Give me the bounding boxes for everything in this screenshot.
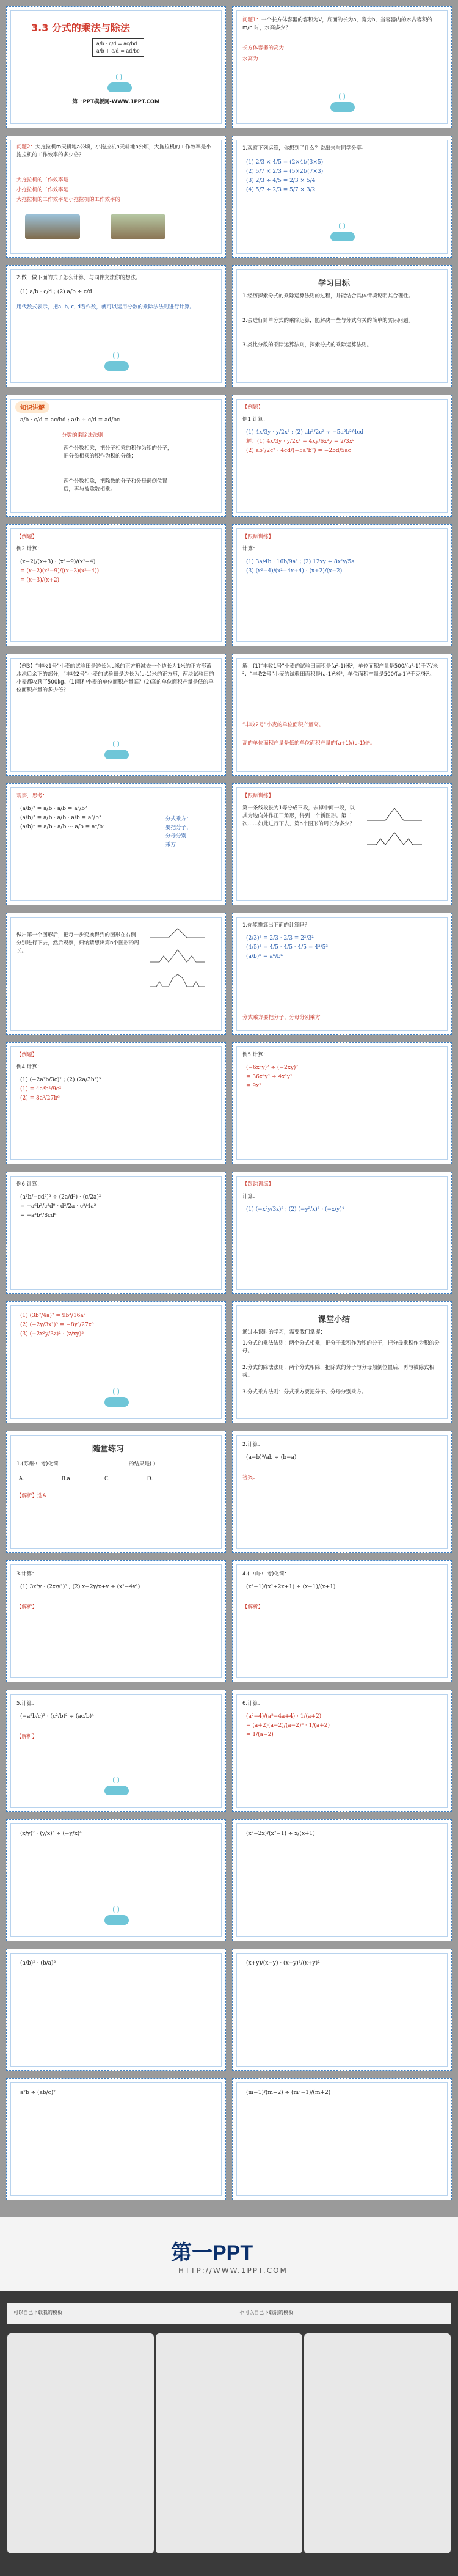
notice-bar xyxy=(7,2303,451,2324)
slide-6 xyxy=(232,265,452,387)
practice-label: 【跟踪训练】 xyxy=(242,1181,274,1188)
slide-21 xyxy=(6,1301,226,1423)
slide-15 xyxy=(6,913,226,1035)
power-rule-1: 分式乘方： xyxy=(165,816,192,822)
koch-curve-figure xyxy=(361,802,440,869)
tractor-photo-1 xyxy=(25,214,80,239)
power-examples: (2/3)² = 2/3 · 2/3 = 2²/3² (4/5)³ = 4/5 · 4/5 · 4/5 = 4³/5³ (a/b)ⁿ = aⁿ/bⁿ xyxy=(246,935,328,960)
slide-20 xyxy=(232,1172,452,1294)
rule-multiply: 两个分数相乘，把分子相乘的积作为积的分子，把分母相乘的积作为积的分母； xyxy=(62,443,176,462)
slide-1 xyxy=(6,6,226,128)
slide-23 xyxy=(6,1431,226,1553)
exercise-formula: (a−b)²/ab ÷ (b−a) xyxy=(246,1454,297,1461)
example-label: 【例题】 xyxy=(242,404,264,410)
slide-28 xyxy=(232,1690,452,1812)
slide-18 xyxy=(232,1042,452,1164)
example-label: 【例题】 xyxy=(16,534,38,540)
slide-8 xyxy=(232,395,452,517)
practice-label: 【跟踪训练】 xyxy=(242,793,274,799)
slide-2 xyxy=(232,6,452,128)
goal-1: 1.经历探索分式的乘除运算法则的过程，并能结合具体情境说明其合理性。 xyxy=(242,293,414,299)
example-text: 例6 计算： xyxy=(16,1181,43,1188)
slide-33 xyxy=(6,2078,226,2200)
efficiency-line-3: 大拖拉机的工作效率是小拖拉机的工作效率的 xyxy=(16,197,121,203)
slide-12 xyxy=(232,654,452,776)
brand-logo: 第一PPT xyxy=(171,2241,253,2264)
try-formulas: (1) a/b · c/d ; (2) a/b ÷ c/d xyxy=(20,289,92,295)
exercise-formula: (a/b)² · (b/a)³ xyxy=(20,1960,56,1966)
slide-10 xyxy=(232,524,452,646)
question-body: 大拖拉机m天耕地a公顷，小拖拉机n天耕地b公顷，大拖拉机的工作效率是小拖拉机的工作效率的多少倍？ xyxy=(16,144,211,158)
brand-banner xyxy=(0,2217,458,2291)
exercise-option-b: B.a xyxy=(62,1476,70,1482)
exercise-formula: (m−1)/(m+2) ÷ (m²−1)/(m+2) xyxy=(246,2090,331,2096)
question-text xyxy=(242,16,442,32)
exercise-option-a: A. xyxy=(19,1476,24,1482)
power-note: 分式乘方要把分子、分母分别乘方 xyxy=(242,1015,321,1021)
summary-intro: 通过本课时的学习，需要我们掌握： xyxy=(242,1329,326,1335)
whale-icon xyxy=(104,357,129,371)
slide-frame xyxy=(10,2082,222,2196)
observe-formulas: (1) 2/3 × 4/5 = (2×4)/(3×5) (2) 5/7 × 2/3 = (5×2)/(7×3) (3) 2/3 ÷ 4/5 = 2/3 × 5/4 (4) 5/7 ÷ 2/3 = 5/7 × 3/2 xyxy=(246,159,324,193)
exercise-text: 6.计算： xyxy=(242,1701,263,1707)
practice-text: 第一条线段长为1等分成三段，去掉中间一段，以其为边向外作正三角形，得到一个新图形。第二次……如此进行下去，第n个图形的周长为多少？ xyxy=(242,805,355,827)
snowflake-figure xyxy=(144,925,217,1017)
slide-17 xyxy=(6,1042,226,1164)
slide-32 xyxy=(232,1949,452,2071)
slide-9 xyxy=(6,524,226,646)
slide-24 xyxy=(232,1431,452,1553)
slide-30 xyxy=(232,1819,452,1941)
footer-area xyxy=(0,2217,458,2576)
exercise-text: 5.计算： xyxy=(16,1701,37,1707)
exercise-text: 2.计算： xyxy=(242,1442,263,1448)
example-formulas: (−6x²y)² ÷ (−2xy)² = 36x⁴y² ÷ 4x²y² = 9x² xyxy=(246,1065,298,1089)
practice-formulas: (1) 3a/4b · 16b/9a² ; (2) 12xy ÷ 8x²y/5a (3) (x²−4)/(x²+4x+4) · (x+2)/(x−2) xyxy=(246,559,355,574)
formula-box: a/b · c/d = ac/bd a/b ÷ c/d = ad/bc xyxy=(92,38,144,57)
example-text: 例1 计算： xyxy=(242,417,269,423)
question-body: 一个长方体容器的容积为V，底面的长为a，宽为b，当容器内的水占容积的 m/n 时，水高多少？ xyxy=(242,17,432,31)
exercise-blank: 的结果是( ) xyxy=(129,1461,156,1467)
power-formulas: (a/b)² = a/b · a/b = a²/b² (a/b)³ = a/b · a/b · a/b = a³/b³ (a/b)ⁿ = a/b · a/b ··· a/b = aⁿ/bⁿ xyxy=(20,806,105,830)
question-text xyxy=(16,144,216,159)
power-rule-3: 分母分别 xyxy=(165,833,187,839)
solution-text: 解：(1)“丰收1号”小麦的试验田面积是(a²-1)米²，单位面积产量是500/(a²-1)千克/米²；“丰收2号”小麦的试验田面积是(a-1)²米²，单位面积产量是500/(a-1)²千克/米²。 xyxy=(242,663,438,677)
whale-icon xyxy=(104,1911,129,1925)
goals-title: 学习目标 xyxy=(318,279,351,288)
rule-subtitle: 分数的乘除法法则 xyxy=(62,432,104,439)
slide-4 xyxy=(232,136,452,258)
exercise-formula: (x²−1)/(x²+2x+1) ÷ (x−1)/(x+1) xyxy=(246,1584,336,1590)
practice-text: 计算： xyxy=(242,1194,258,1200)
efficiency-line-1: 大拖拉机的工作效率是 xyxy=(16,177,69,183)
question-text: 1.你能推算出下面的计算吗？ xyxy=(242,922,310,929)
example-text: 例4 计算： xyxy=(16,1064,43,1070)
practice-formulas: (1) (3b²/4a)² = 9b⁴/16a² (2) (−2y/3x²)³ = −8y³/27x⁶ (3) (−2x²y/3z)² · (z/xy)³ xyxy=(20,1313,94,1337)
exercise-formula: (−a²b/c)³ · (c²/b)² ÷ (ac/b)⁴ xyxy=(20,1713,94,1720)
exercise-analysis: 【解析】 xyxy=(242,1604,264,1610)
slide-14 xyxy=(232,783,452,905)
whale-icon xyxy=(104,1782,129,1795)
notice-left: 可以自己下载我的模板 xyxy=(13,2310,62,2315)
exercise-option-d: D. xyxy=(147,1476,153,1482)
power-rule-4: 乘方 xyxy=(165,842,176,848)
section-badge: 知识讲解 xyxy=(15,401,49,413)
whale-icon xyxy=(104,1393,129,1407)
exercise-title: 随堂练习 xyxy=(92,1445,125,1454)
slide-5 xyxy=(6,265,226,387)
power-rule-2: 要把分子、 xyxy=(165,825,192,831)
notice-right: 不可以自己下载别的模板 xyxy=(239,2310,293,2315)
try-note: 用代数式表示，把a, b, c, d看作数，就可以运用分数的乘除法法则进行计算。 xyxy=(16,304,195,310)
footer-panel-3 xyxy=(304,2333,451,2553)
slide-frame xyxy=(236,1953,448,2067)
efficiency-line-2: 小拖拉机的工作效率是 xyxy=(16,187,69,193)
solution-answer-2: 高的单位面积产量是低的单位面积产量的(a+1)/(a-1)倍。 xyxy=(242,740,376,746)
exercise-formula: (x/y)² · (y/x)³ ÷ (−y/x)⁴ xyxy=(20,1831,82,1837)
slide-29 xyxy=(6,1819,226,1941)
summary-item-1: 1.分式的乘法法则：两个分式相乘，把分子乘积作为积的分子，把分母乘积作为积的分母。 xyxy=(242,1340,440,1354)
whale-icon xyxy=(104,746,129,759)
example-formulas: (1) 4x/3y · y/2x³ ; (2) ab³/2c² ÷ −5a²b²/4cd 解：(1) 4x/3y · y/2x³ = 4xy/6x³y = 2/3x² (2) ab³/2c² · 4cd/(−5a²b²) = −2bd/5ac xyxy=(246,429,364,454)
example-formulas: (a²b/−cd³)³ ÷ (2a/d³) · (c/2a)² = −a⁶b³/c³d⁹ · d³/2a · c²/4a² = −a³b³/8cd⁶ xyxy=(20,1194,101,1219)
question-label: 问题2： xyxy=(16,144,35,150)
slide-frame xyxy=(10,1564,222,1678)
example-label: 【例题】 xyxy=(16,1052,38,1058)
footer-grid xyxy=(7,2333,451,2566)
exercise-formula: (x+y)/(x−y) · (x−y)²/(x+y)² xyxy=(246,1960,320,1966)
exercise-formula: (1) 3x²y · (2x/y²)³ ; (2) x−2y/x+y ÷ (x²−4y²) xyxy=(20,1584,140,1590)
summary-item-2: 2.分式的除法法则：两个分式相除，把除式的分子与分母颠倒位置后，再与被除式相乘。 xyxy=(242,1365,435,1379)
rule-formulas: a/b · c/d = ac/bd ; a/b ÷ c/d = ad/bc xyxy=(20,417,120,423)
practice-formulas: (1) (−x²y/3z)² ; (2) (−y²/x)³ · (−x/y)⁴ xyxy=(246,1206,344,1213)
example-text: 例2 计算： xyxy=(16,546,43,552)
slide-title: 3.3 分式的乘法与除法 xyxy=(31,22,130,34)
rule-divide: 两个分数相除，把除数的分子和分母颠倒位置后，再与被除数相乘。 xyxy=(62,476,176,495)
slide-3 xyxy=(6,136,226,258)
footer-panel-2 xyxy=(156,2333,302,2553)
slide-19 xyxy=(6,1172,226,1294)
slide-frame xyxy=(236,1694,448,1808)
footer-panel-1 xyxy=(7,2333,154,2553)
exercise-question: 1.(苏州·中考)化简 xyxy=(16,1461,59,1467)
answer-line-2: 水高为 xyxy=(242,56,258,62)
slide-7 xyxy=(6,395,226,517)
whale-icon xyxy=(330,98,355,112)
exercise-option-c: C. xyxy=(104,1476,110,1482)
exercise-answer: 答案： xyxy=(242,1475,258,1481)
slide-22 xyxy=(232,1301,452,1423)
guide-text: 做出第一个图形后，把每一步变换得到的图形在右侧分别进行下去，然后观察，归纳猜想出第n个图形的周长。 xyxy=(16,932,139,954)
question-label: 问题1： xyxy=(242,17,261,23)
try-text: 2.做一做下面的式子怎么计算，与同伴交流你的想法。 xyxy=(16,275,141,281)
summary-item-3: 3.分式乘方法则：分式乘方要把分子、分母分别乘方。 xyxy=(242,1389,367,1395)
exercise-text: 3.计算： xyxy=(16,1571,37,1577)
slide-frame xyxy=(236,2082,448,2196)
practice-label: 【跟踪训练】 xyxy=(242,534,274,540)
example-formulas: (x−2)/(x+3) · (x²−9)/(x²−4) = (x−2)(x²−9)/((x+3)(x²−4)) = (x−3)/(x+2) xyxy=(20,559,100,583)
slide-27 xyxy=(6,1690,226,1812)
answer-line-1: 长方体容器的高为 xyxy=(242,45,285,51)
exercise-formula: (a²−4)/(a²−4a+4) · 1/(a+2) = (a+2)(a−2)/(a−2)² · 1/(a+2) = 1/(a−2) xyxy=(246,1713,330,1738)
goal-2: 2.会进行简单分式的乘除运算，能解决一些与分式有关的简单的实际问题。 xyxy=(242,318,414,324)
example-text: 例5 计算： xyxy=(242,1052,269,1058)
exercise-analysis: 【解析】 xyxy=(16,1734,38,1740)
observe-label: 观察，思考： xyxy=(16,793,48,799)
whale-icon xyxy=(107,79,132,92)
slide-26 xyxy=(232,1560,452,1682)
exercise-text: 4.(中山·中考)化简： xyxy=(242,1571,289,1577)
practice-text: 计算： xyxy=(242,546,258,552)
tractor-photo-2 xyxy=(111,214,165,239)
slide-34 xyxy=(232,2078,452,2200)
problem-text: 【例3】“丰收1号”小麦的试验田是边长为a米的正方形减去一个边长为1米的正方形蓄水池后余下的部分，“丰收2号”小麦的试验田是边长为(a-1)米的正方形，两块试验田的小麦都收获了500kg。(1)哪种小麦的单位面积产量高？(2)高的单位面积产量是低的单位面积产量的多少倍？ xyxy=(16,663,214,693)
observe-text: 1.观察下列运算，你想到了什么？说出来与同学分享。 xyxy=(242,145,367,151)
slide-13 xyxy=(6,783,226,905)
slide-16 xyxy=(232,913,452,1035)
exercise-solution: 【解析】选A xyxy=(16,1493,46,1499)
goal-3: 3.类比分数的乘除运算法则，探索分式的乘除运算法则。 xyxy=(242,342,373,348)
whale-icon xyxy=(330,228,355,241)
slide-frame xyxy=(236,1435,448,1549)
solution-answer-1: “丰收2号”小麦的单位面积产量高。 xyxy=(242,722,324,728)
exercise-formula: a²b ÷ (ab/c)² xyxy=(20,2090,56,2096)
example-formulas: (1) (−2a²b/3c)² ; (2) (2a/3b²)³ (1) = 4a⁴b²/9c² (2) = 8a³/27b⁶ xyxy=(20,1077,101,1101)
slide-footer: 第一PPT模板网-WWW.1PPT.COM xyxy=(72,99,160,105)
slide-25 xyxy=(6,1560,226,1682)
slide-frame xyxy=(236,1564,448,1678)
exercise-formula: (x²−2x)/(x²−1) ÷ x/(x+1) xyxy=(246,1831,315,1837)
summary-title: 课堂小结 xyxy=(318,1315,351,1324)
slide-frame xyxy=(236,1823,448,1937)
brand-url: HTTP://WWW.1PPT.COM xyxy=(178,2266,288,2275)
slide-31 xyxy=(6,1949,226,2071)
slide-11 xyxy=(6,654,226,776)
exercise-analysis: 【解析】 xyxy=(16,1604,38,1610)
slide-frame xyxy=(10,1953,222,2067)
